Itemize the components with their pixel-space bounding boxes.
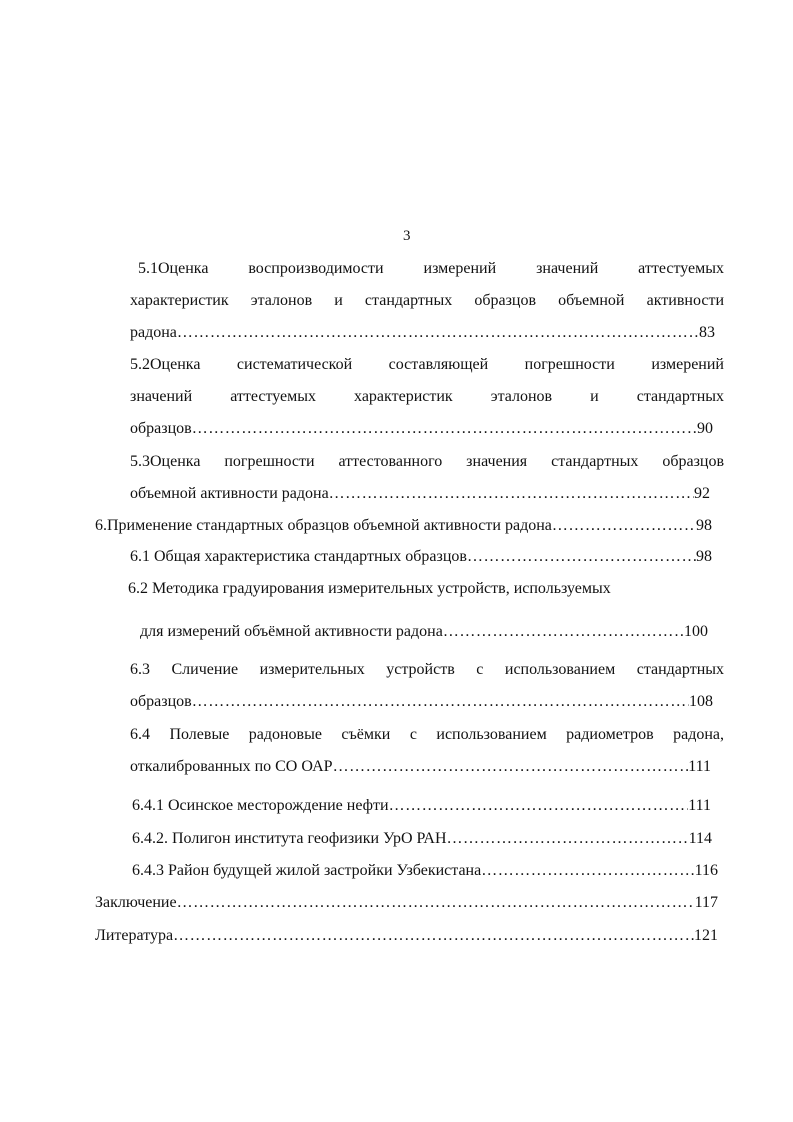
toc-entry-6-4-2[interactable] — [132, 829, 712, 849]
leader-dots — [333, 757, 689, 777]
leader-dots — [173, 926, 694, 946]
toc-entry-6-4-2-page: 114 — [688, 830, 712, 847]
toc-entry-5-1-line3[interactable] — [130, 323, 715, 343]
toc-entry-6-2-line1: 6.2 Методика градуирования измерительных устройств, используемых — [128, 580, 611, 597]
toc-entry-5-3-page: 92 — [694, 485, 710, 502]
toc-entry-5-2-page: 90 — [697, 420, 713, 437]
toc-entry-6-4-3-text: 6.4.3 Район будущей жилой застройки Узбекистана — [132, 862, 482, 879]
toc-entry-6-1-page: 98 — [696, 548, 712, 565]
leader-dots — [447, 829, 689, 849]
leader-dots — [443, 622, 684, 642]
toc-entry-6-1[interactable] — [130, 547, 712, 567]
toc-entry-6-1-text: 6.1 Общая характеристика стандартных образцов — [130, 548, 467, 565]
toc-entry-6-3-page: 108 — [689, 693, 713, 710]
toc-entry-6-4-1-text: 6.4.1 Осинское месторождение нефти — [132, 797, 389, 814]
leader-dots — [192, 419, 697, 439]
toc-entry-6-4-1[interactable] — [132, 796, 711, 816]
toc-entry-6[interactable] — [95, 516, 712, 536]
toc-entry-5-1-text: радона — [130, 324, 177, 341]
leader-dots — [389, 796, 689, 816]
toc-entry-5-2-line3[interactable] — [130, 419, 713, 439]
toc-entry-literature-text: Литература — [95, 927, 174, 944]
leader-dots — [192, 692, 689, 712]
toc-entry-6-page: 98 — [696, 517, 712, 534]
leader-dots — [467, 547, 696, 567]
toc-entry-6-3-line1: 6.3 Сличение измерительных устройств с использованием стандартных — [130, 661, 724, 678]
toc-entry-6-4-3-page: 116 — [694, 862, 718, 879]
toc-entry-5-2-line2: значений аттестуемых характеристик эталонов и стандартных — [130, 388, 724, 405]
page-number: 3 — [403, 228, 411, 244]
toc-entry-6-3-line2[interactable] — [130, 692, 713, 712]
toc-entry-6-4-3[interactable] — [132, 861, 718, 881]
toc-entry-5-3-text: объемной активности радона — [130, 485, 329, 502]
toc-entry-6-2-page: 100 — [684, 623, 708, 640]
toc-entry-6-4-line1: 6.4 Полевые радоновые съёмки с использованием радиометров радона, — [130, 726, 724, 743]
toc-entry-5-2-line1: 5.2Оценка систематической составляющей погрешности измерений — [130, 356, 724, 373]
toc-entry-conclusion[interactable] — [95, 893, 718, 913]
toc-entry-5-1-line1: 5.1Оценка воспроизводимости измерений значений аттестуемых — [138, 260, 724, 277]
toc-entry-conclusion-text: Заключение — [95, 894, 177, 911]
toc-entry-6-4-page: 111 — [688, 758, 711, 775]
leader-dots — [552, 516, 696, 536]
toc-entry-6-4-1-page: 111 — [688, 797, 711, 814]
leader-dots — [481, 861, 694, 881]
toc-entry-5-2-text: образцов — [130, 420, 192, 437]
toc-entry-6-2-line2[interactable] — [140, 622, 708, 642]
toc-entry-6-2-text: для измерений объёмной активности радона — [140, 623, 443, 640]
toc-entry-6-4-line2[interactable] — [130, 757, 711, 777]
leader-dots — [177, 323, 699, 343]
toc-entry-5-1-page: 83 — [699, 324, 715, 341]
toc-entry-5-3-line1: 5.3Оценка погрешности аттестованного значения стандартных образцов — [130, 453, 724, 470]
toc-entry-6-3-text: образцов — [130, 693, 192, 710]
toc-entry-literature-page: 121 — [694, 927, 718, 944]
toc-entry-6-4-text: откалиброванных по СО ОАР — [130, 758, 333, 775]
toc-entry-conclusion-page: 117 — [694, 894, 718, 911]
toc-entry-literature[interactable] — [95, 926, 718, 946]
leader-dots — [177, 893, 695, 913]
toc-entry-5-1-line2: характеристик эталонов и стандартных образцов объемной активности — [130, 292, 724, 309]
toc-entry-5-3-line2[interactable] — [130, 484, 710, 504]
toc-entry-6-text: 6.Применение стандартных образцов объемной активности радона — [95, 517, 552, 534]
leader-dots — [329, 484, 694, 504]
toc-entry-6-4-2-text: 6.4.2. Полигон института геофизики УрО РАН — [132, 830, 447, 847]
